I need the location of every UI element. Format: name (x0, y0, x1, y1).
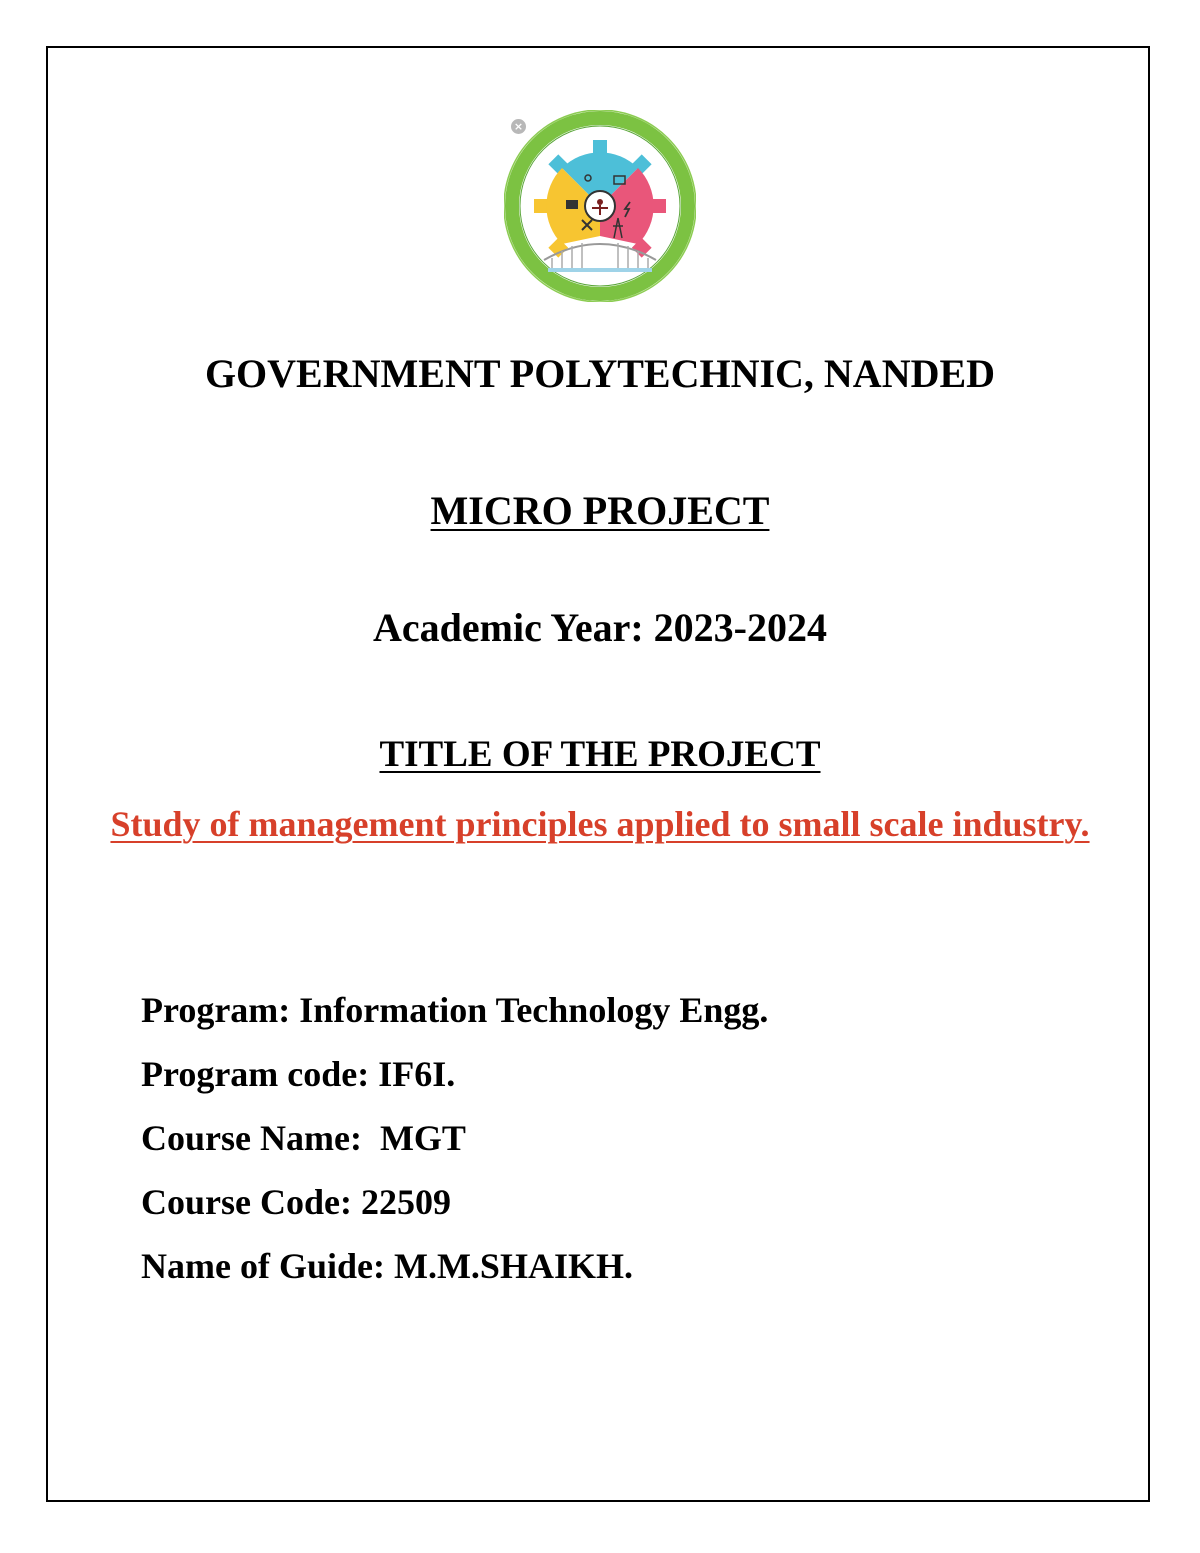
course-name-line: Course Name: MGT (141, 1118, 466, 1158)
project-details (141, 978, 768, 1298)
college-name: GOVERNMENT POLYTECHNIC, NANDED (204, 351, 996, 396)
project-title: Study of management principles applied to small scale industry. (110, 804, 1090, 844)
institution-logo-icon (504, 110, 696, 302)
program-code-line: Program code: IF6I. (141, 1054, 456, 1094)
logo-graphic (504, 110, 696, 302)
document-type-heading: MICRO PROJECT (430, 488, 770, 533)
academic-year: Academic Year: 2023-2024 (373, 605, 827, 650)
close-icon[interactable]: × (511, 119, 526, 134)
project-title-heading: TITLE OF THE PROJECT (379, 734, 821, 775)
guide-line: Name of Guide: M.M.SHAIKH. (141, 1246, 633, 1286)
program-line: Program: Information Technology Engg. (141, 990, 769, 1030)
course-code-line: Course Code: 22509 (141, 1182, 451, 1222)
